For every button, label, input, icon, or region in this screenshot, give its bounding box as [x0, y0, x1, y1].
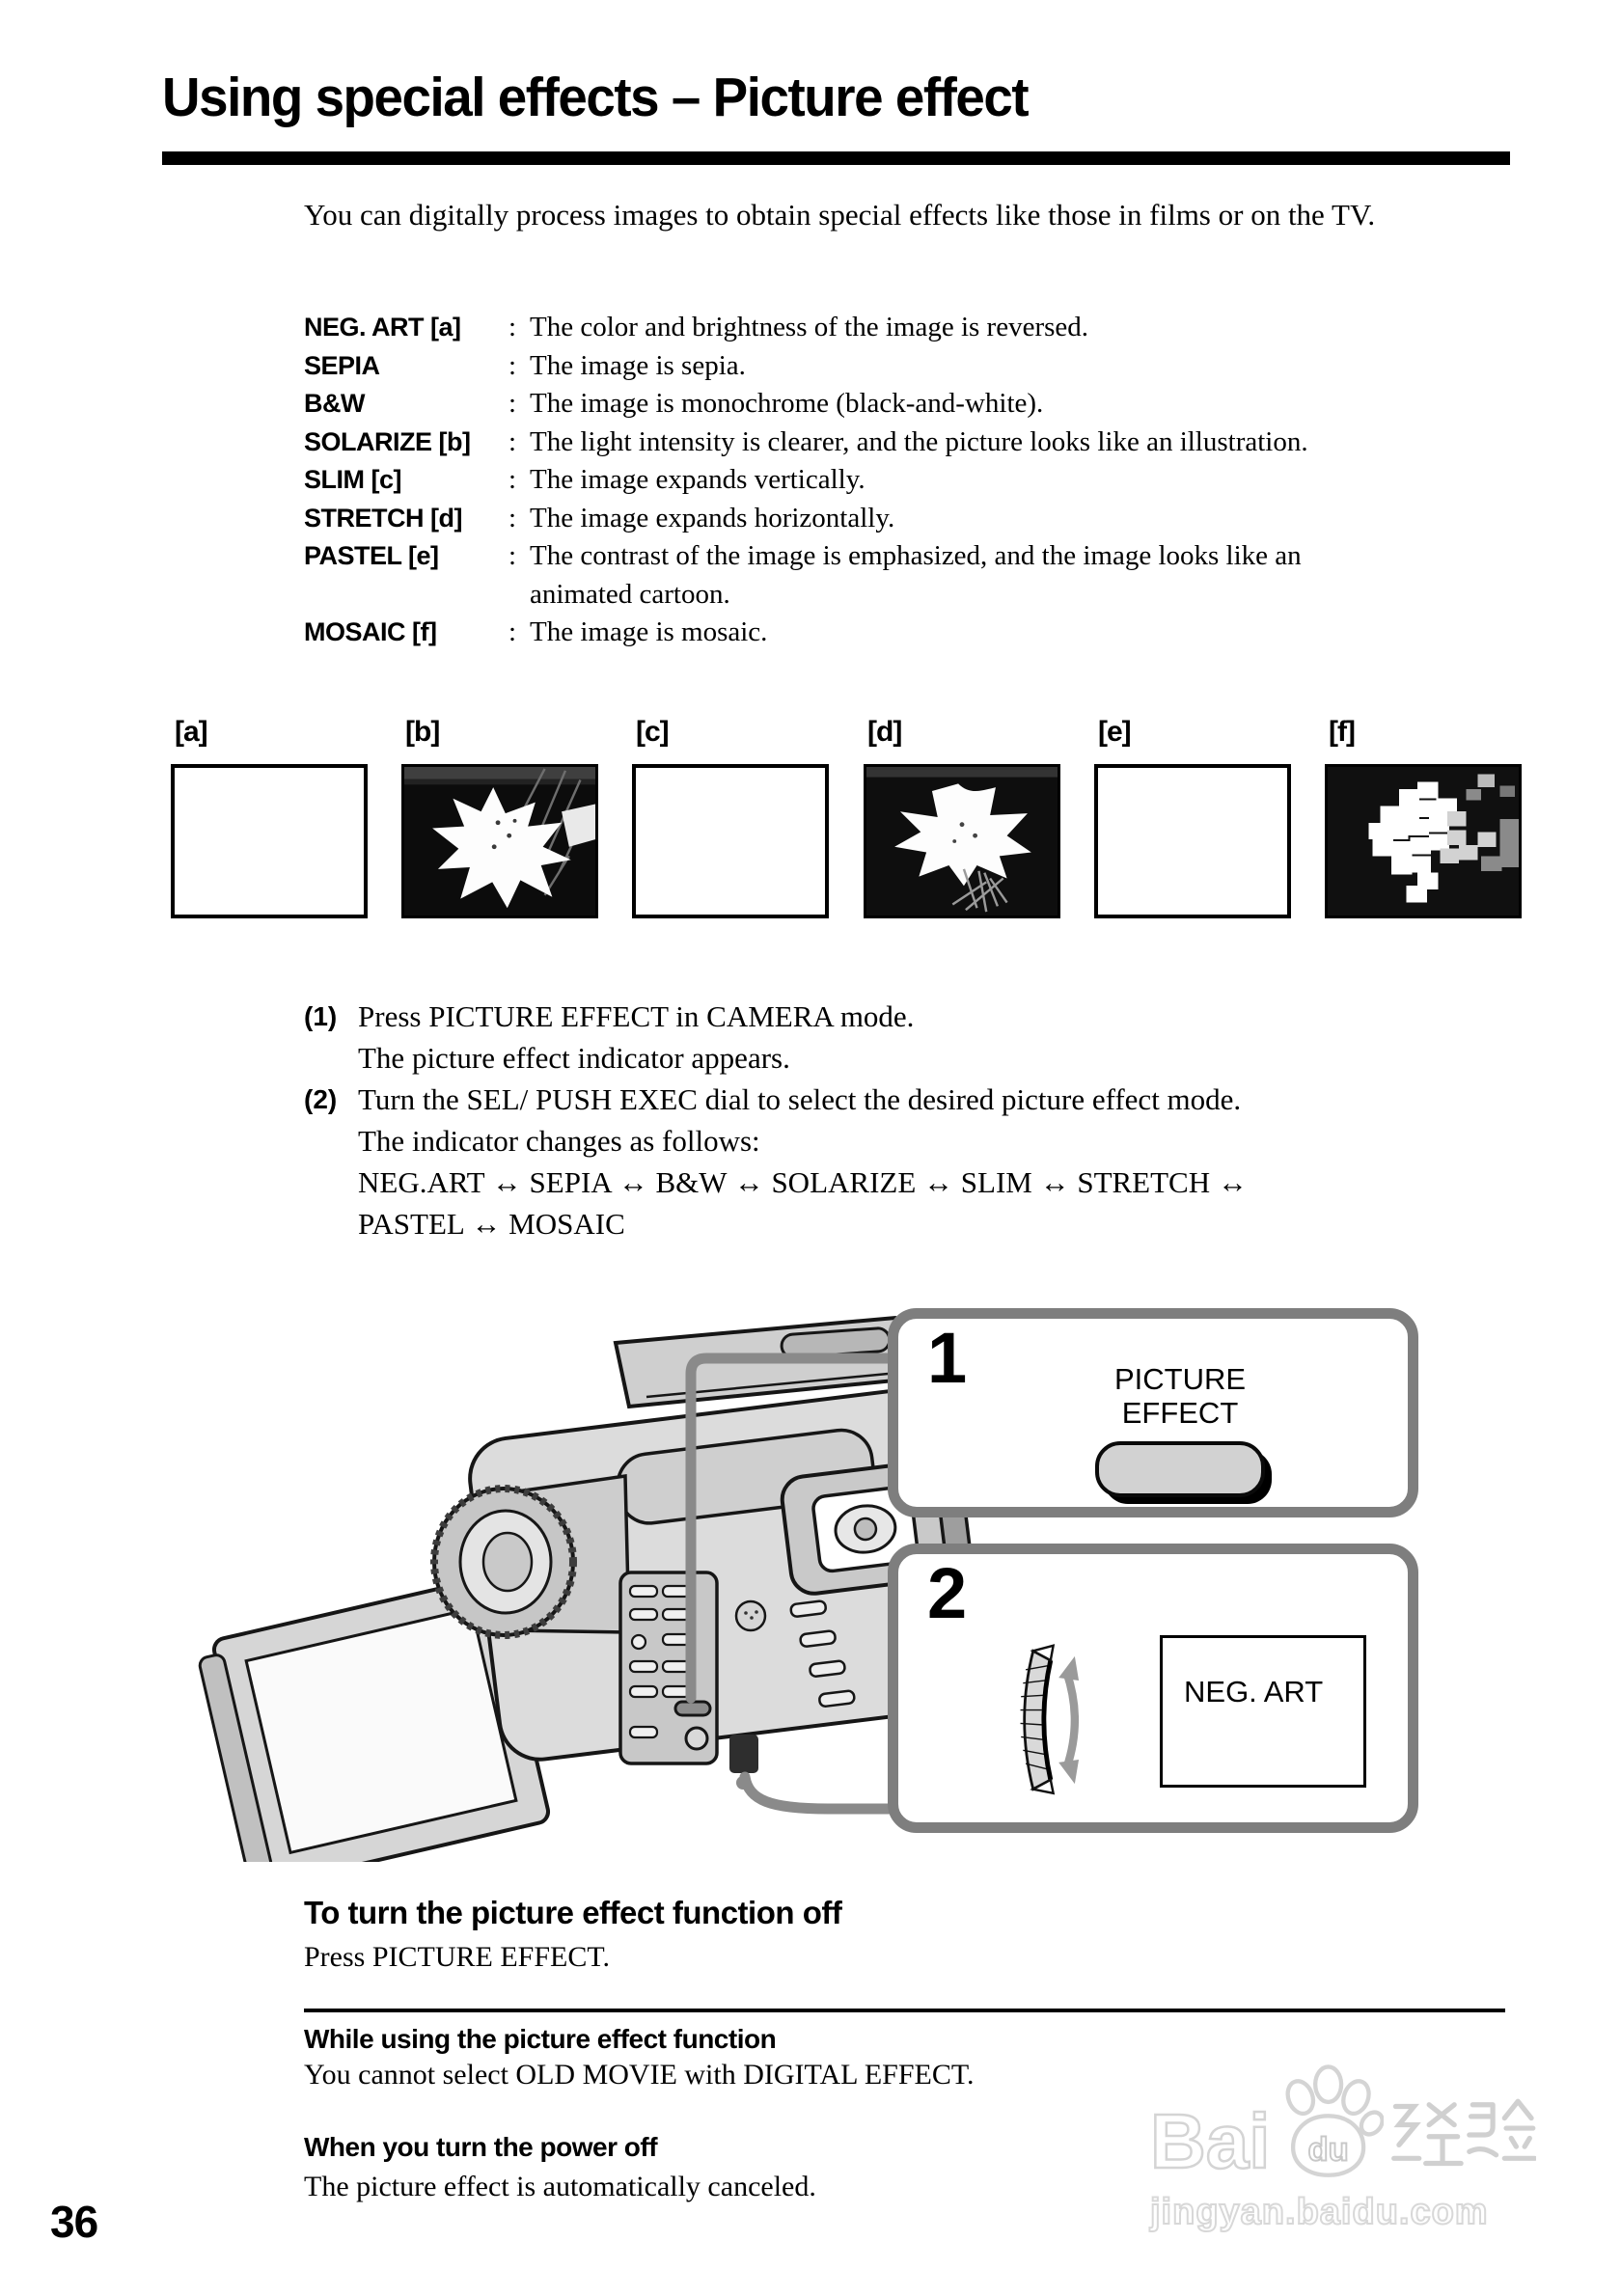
solarize-flower-photo: [404, 767, 595, 916]
step1-number: 1: [927, 1318, 966, 1398]
watermark-baidu-text: Bai: [1150, 2098, 1271, 2184]
step-2: (2) Turn the SEL/ PUSH EXEC dial to select the desired picture effect mode.: [304, 1079, 1520, 1120]
sel-push-exec-dial-icon: [1006, 1643, 1103, 1797]
figure-label-a: [a]: [175, 716, 207, 748]
indicator-cycle: PASTEL ↔ MOSAIC: [358, 1207, 625, 1241]
power-off-heading: When you turn the power off: [304, 2132, 658, 2162]
effect-desc: The light intensity is clearer, and the picture looks like an illustration.: [530, 425, 1308, 457]
figure-label-d: [d]: [867, 716, 902, 748]
indicator-display-text: NEG. ART: [1184, 1675, 1324, 1708]
effect-term: PASTEL [e]: [304, 541, 439, 570]
figure-box-pastel: [1094, 764, 1291, 918]
baidu-paw-icon: [1273, 2064, 1384, 2182]
while-using-body: You cannot select OLD MOVIE with DIGITAL EFFECT.: [304, 2059, 975, 2091]
figure-box-neg-art: [171, 764, 368, 918]
effect-desc: The image is sepia.: [530, 349, 746, 381]
figure-label-e: [e]: [1098, 716, 1131, 748]
figure-label-c: [c]: [636, 716, 669, 748]
section-divider: [304, 2009, 1505, 2012]
effect-row: PASTEL [e] : The contrast of the image is emphasized, and the image looks like an: [304, 537, 1529, 576]
watermark-site-text: jingyan.baidu.com: [1150, 2192, 1489, 2232]
intro-paragraph: You can digitally process images to obtain special effects like those in films or on the TV.: [304, 198, 1376, 232]
effect-term: NEG. ART [a]: [304, 313, 461, 342]
effect-term: SLIM [c]: [304, 465, 401, 494]
effect-row: [304, 576, 1529, 615]
effect-desc: The color and brightness of the image is reversed.: [530, 312, 1089, 342]
indicator-cycle: NEG.ART ↔ SEPIA ↔ B&W ↔ SOLARIZE ↔ SLIM ↔ STRETCH ↔: [358, 1165, 1248, 1199]
effect-term: MOSAIC [f]: [304, 617, 437, 646]
effect-row: B&W : The image is monochrome (black-and-white).: [304, 385, 1529, 424]
picture-effect-button: [1095, 1441, 1265, 1497]
effect-desc: The image is monochrome (black-and-white).: [530, 388, 1044, 419]
figure-label-b: [b]: [405, 716, 440, 748]
picture-effect-button-label: PICTURE EFFECT: [1113, 1362, 1247, 1430]
effect-term: B&W: [304, 389, 365, 418]
sel-push-exec-dial-on-camera: [729, 1735, 758, 1773]
step-number: (1): [304, 1001, 338, 1031]
figure-box-stretch: [864, 764, 1060, 918]
effect-term: SEPIA: [304, 350, 380, 380]
step2-callout-box: [888, 1544, 1418, 1833]
steps-list: (1) Press PICTURE EFFECT in CAMERA mode. The picture effect indicator appears. (2) Turn the SEL/ PUSH EXEC dial to select the desired picture effect mode. The indicator changes as follows: NEG.ART ↔ SEPIA ↔ B&W ↔ SOLARIZE ↔ SLIM ↔ STRETCH ↔ PASTEL ↔ MOSAIC: [304, 996, 1520, 1244]
effect-desc: The image expands horizontally.: [530, 502, 895, 533]
figure-box-solarize: [401, 764, 598, 918]
indicator-display-box: [1160, 1635, 1366, 1788]
step1-callout-box: [888, 1308, 1418, 1517]
turn-off-body: Press PICTURE EFFECT.: [304, 1941, 610, 1973]
jingyan-cn-glyphs: [1386, 2093, 1536, 2176]
title-rule: [162, 151, 1510, 165]
figure-label-f: [f]: [1329, 716, 1355, 748]
figure-box-mosaic: [1325, 764, 1522, 918]
effect-term: SOLARIZE [b]: [304, 426, 471, 456]
effect-row: SLIM [c] : The image expands vertically.: [304, 461, 1529, 500]
turn-off-heading: To turn the picture effect function off: [304, 1895, 842, 1930]
page-number: 36: [50, 2197, 98, 2247]
while-using-heading: While using the picture effect function: [304, 2024, 777, 2054]
power-off-body: The picture effect is automatically canceled.: [304, 2171, 816, 2202]
stretch-flower-photo: [866, 767, 1058, 916]
effect-row: MOSAIC [f] : The image is mosaic.: [304, 614, 1529, 652]
figure-box-slim: [632, 764, 829, 918]
svg-text:du: du: [1307, 2131, 1349, 2169]
page-title: Using special effects – Picture effect: [162, 67, 1029, 128]
effect-row: SEPIA : The image is sepia.: [304, 347, 1529, 386]
effect-row: NEG. ART [a] : The color and brightness of the image is reversed.: [304, 309, 1529, 347]
effect-desc: The image is mosaic.: [530, 616, 768, 647]
baidu-jingyan-watermark: [1150, 2064, 1536, 2233]
step-number: (2): [304, 1084, 338, 1114]
effects-list: [304, 309, 1529, 652]
picture-effect-button-on-camera: [675, 1702, 710, 1715]
step-1: (1) Press PICTURE EFFECT in CAMERA mode.: [304, 996, 1520, 1037]
effect-row: SOLARIZE [b] : The light intensity is clearer, and the picture looks like an illustration.: [304, 424, 1529, 462]
effect-desc: animated cartoon.: [530, 578, 730, 610]
effect-term: STRETCH [d]: [304, 503, 462, 533]
step2-number: 2: [927, 1553, 966, 1633]
mosaic-flower-photo: [1328, 767, 1519, 916]
effect-row: STRETCH [d] : The image expands horizontally.: [304, 500, 1529, 538]
effect-desc: The contrast of the image is emphasized, and the image looks like an: [530, 540, 1302, 571]
effect-desc: The image expands vertically.: [530, 464, 865, 495]
